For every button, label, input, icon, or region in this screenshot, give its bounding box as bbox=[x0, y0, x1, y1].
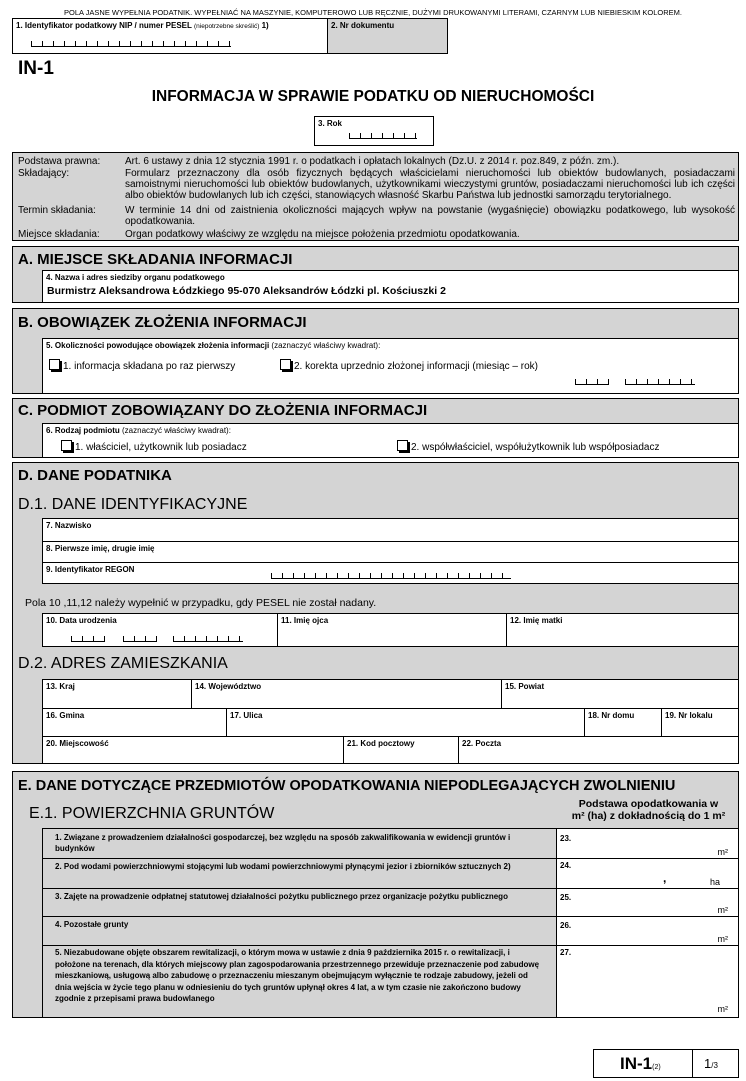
tick-mark bbox=[141, 41, 142, 46]
tick-mark bbox=[119, 41, 120, 46]
option-first-submission-label: 1. informacja składana po raz pierwszy bbox=[63, 361, 236, 372]
tick-mark bbox=[636, 379, 637, 384]
field-7-label: 7. Nazwisko bbox=[46, 521, 92, 530]
field-15-label: 15. Powiat bbox=[505, 682, 545, 691]
field-4-tax-office[interactable] bbox=[42, 270, 739, 303]
tick-mark bbox=[64, 41, 65, 46]
section-a-title: A. MIEJSCE SKŁADANIA INFORMACJI bbox=[18, 251, 293, 268]
field-11-label: 11. Imię ojca bbox=[281, 616, 329, 625]
field-25-value[interactable] bbox=[556, 888, 739, 917]
e-row-5-label bbox=[42, 945, 557, 1018]
field-1-nip-pesel[interactable] bbox=[12, 18, 328, 54]
field-3-year[interactable] bbox=[314, 116, 434, 146]
field-5-hint: (zaznaczyć właściwy kwadrat): bbox=[271, 341, 381, 350]
tick-mark bbox=[359, 573, 360, 578]
field-8-first-names[interactable] bbox=[42, 541, 739, 563]
field-24-unit: ha bbox=[709, 877, 720, 887]
tick-mark bbox=[108, 41, 109, 46]
e-row-2-label bbox=[42, 858, 557, 889]
section-e1-title: E.1. POWIERZCHNIA GRUNTÓW bbox=[29, 805, 275, 822]
tick-mark bbox=[93, 636, 94, 641]
tick-mark bbox=[337, 573, 338, 578]
podstawa-text: Art. 6 ustawy z dnia 12 stycznia 1991 r. o podatkach i opłatach lokalnych (Dz.U. z 2014 r. poz.849, z późn. zm.). bbox=[125, 156, 620, 167]
tick-mark bbox=[217, 636, 218, 641]
field-1-note: (niepotrzebne skreślić) bbox=[193, 23, 260, 30]
column-header-line-2: m² (ha) z dokładnością do 1 m² bbox=[571, 810, 726, 822]
tick-mark bbox=[414, 573, 415, 578]
field-9-label: 9. Identyfikator REGON bbox=[46, 565, 135, 574]
field-14-voivodeship[interactable] bbox=[191, 679, 502, 709]
section-c-title: C. PODMIOT ZOBOWIĄZANY DO ZŁOŻENIA INFORMACJI bbox=[18, 402, 428, 419]
field-26-unit: m² bbox=[717, 934, 728, 944]
field-20-locality[interactable] bbox=[42, 736, 344, 764]
field-22-label: 22. Poczta bbox=[462, 739, 502, 748]
field-16-label: 16. Gmina bbox=[46, 711, 85, 720]
footer-code-box bbox=[593, 1049, 739, 1078]
tick-mark bbox=[207, 41, 208, 46]
tick-mark bbox=[669, 379, 670, 384]
tick-mark bbox=[658, 379, 659, 384]
field-18-house-number[interactable] bbox=[584, 708, 662, 737]
field-24-comma: , bbox=[663, 871, 667, 885]
field-27-label: 27. bbox=[560, 948, 572, 957]
field-24-value[interactable] bbox=[556, 858, 739, 889]
tick-mark bbox=[42, 41, 43, 46]
option-correction[interactable] bbox=[280, 359, 538, 372]
section-d-title: D. DANE PODATNIKA bbox=[18, 467, 172, 484]
field-27-value[interactable] bbox=[556, 945, 739, 1018]
tick-mark bbox=[480, 573, 481, 578]
tick-mark bbox=[104, 636, 105, 641]
birth-month-ticks bbox=[123, 636, 157, 642]
correction-year-ticks[interactable] bbox=[625, 379, 695, 385]
field-13-label: 13. Kraj bbox=[46, 682, 75, 691]
correction-month-ticks[interactable] bbox=[575, 379, 609, 385]
e-row-4-text: 4. Pozostałe grunty bbox=[55, 920, 129, 929]
option-owner-label: 1. właściciel, użytkownik lub posiadacz bbox=[75, 442, 247, 453]
nip-tick-boxes bbox=[31, 41, 231, 47]
tick-mark bbox=[82, 636, 83, 641]
tick-mark bbox=[436, 573, 437, 578]
field-4-label: 4. Nazwa i adres siedziby organu podatkowego bbox=[46, 273, 225, 282]
field-6-hint: (zaznaczyć właściwy kwadrat): bbox=[122, 426, 231, 435]
footer-code-text: IN-1 bbox=[620, 1054, 653, 1073]
field-21-label: 21. Kod pocztowy bbox=[347, 739, 415, 748]
tick-mark bbox=[130, 41, 131, 46]
field-21-postal-code[interactable] bbox=[343, 736, 459, 764]
tick-mark bbox=[75, 41, 76, 46]
skladajacy-label: Składający: bbox=[18, 168, 70, 179]
field-6-label: 6. Rodzaj podmiotu bbox=[46, 426, 120, 435]
tick-mark bbox=[680, 379, 681, 384]
tick-mark bbox=[575, 379, 576, 384]
tick-mark bbox=[145, 636, 146, 641]
field-24-label: 24. bbox=[560, 861, 572, 870]
tick-mark bbox=[293, 573, 294, 578]
birth-year-ticks bbox=[173, 636, 243, 642]
tick-mark bbox=[415, 133, 416, 138]
tick-mark bbox=[239, 636, 240, 641]
checkbox-correction[interactable] bbox=[280, 359, 291, 370]
section-d1-title: D.1. DANE IDENTYFIKACYJNE bbox=[18, 496, 248, 513]
field-17-label: 17. Ulica bbox=[230, 711, 263, 720]
tick-mark bbox=[156, 636, 157, 641]
miejsce-text: Organ podatkowy właściwy ze względu na miejsce położenia przedmiotu opodatkowania. bbox=[125, 229, 520, 240]
field-27-unit: m² bbox=[717, 1004, 728, 1014]
tick-mark bbox=[608, 379, 609, 384]
field-17-street[interactable] bbox=[226, 708, 585, 737]
tick-mark bbox=[282, 573, 283, 578]
section-d2-title: D.2. ADRES ZAMIESZKANIA bbox=[18, 655, 228, 672]
tick-mark bbox=[97, 41, 98, 46]
field-3-label: 3. Rok bbox=[318, 119, 343, 128]
tick-mark bbox=[403, 573, 404, 578]
column-header-line-1: Podstawa opodatkowania w bbox=[578, 798, 719, 810]
tick-mark bbox=[349, 133, 350, 138]
tick-mark bbox=[229, 41, 230, 46]
tick-mark bbox=[134, 636, 135, 641]
field-25-unit: m² bbox=[717, 905, 728, 915]
field-1-sup: 1) bbox=[261, 21, 269, 30]
field-16-commune[interactable] bbox=[42, 708, 227, 737]
e-row-5-text: 5. Niezabudowane objęte obszarem rewitalizacji, o którym mowa w ustawie z dnia 9 października 2015 r. o rewitalizacji, i położone na terenach, dla których miejscowy plan zagospodarowania przestrzennego przewiduje przeznaczenie pod zabudowę mieszkaniową, usługową albo zabudowę o przeznaczeniu mieszanym obejmującym wyłącznie te rodzaje zabudowy, jeżeli od dnia wejścia w życie tego planu w odniesieniu do tych gruntów upłynął okres 4 lat, a w tym czasie nie zakończono budowy zgodnie z przepisami prawa budowlanego bbox=[55, 948, 540, 1004]
tick-mark bbox=[218, 41, 219, 46]
tick-mark bbox=[360, 133, 361, 138]
tick-mark bbox=[195, 636, 196, 641]
top-note: POLA JASNE WYPEŁNIA PODATNIK. WYPEŁNIAĆ NA MASZYNIE, KOMPUTEROWO LUB RĘCZNIE, DUŻYMI DRUKOWANYMI LITERAMI, CZARNYM LUB NIEBIESKIM KOLOREM. bbox=[63, 8, 682, 17]
termin-label: Termin składania: bbox=[18, 205, 96, 216]
field-7-surname[interactable] bbox=[42, 518, 739, 542]
field-4-value: Burmistrz Aleksandrowa Łódzkiego 95-070 Aleksandrów Łódzki pl. Kościuszki 2 bbox=[47, 285, 446, 297]
option-co-owner[interactable] bbox=[397, 440, 659, 453]
tick-mark bbox=[163, 41, 164, 46]
tick-mark bbox=[152, 41, 153, 46]
field-6-entity-type bbox=[42, 423, 739, 458]
footer-version: (2) bbox=[652, 1064, 661, 1071]
regon-tick-boxes bbox=[271, 573, 511, 579]
tick-mark bbox=[53, 41, 54, 46]
e-row-4-label bbox=[42, 916, 557, 946]
tick-mark bbox=[31, 41, 32, 46]
field-19-label: 19. Nr lokalu bbox=[665, 711, 713, 720]
field-5-circumstances bbox=[42, 338, 739, 394]
podstawa-label: Podstawa prawna: bbox=[18, 156, 101, 167]
field-10-birth-date[interactable] bbox=[42, 613, 278, 647]
tick-mark bbox=[393, 133, 394, 138]
field-10-label: 10. Data urodzenia bbox=[46, 616, 117, 625]
e-row-2-text: 2. Pod wodami powierzchniowymi stojącymi lub wodami powierzchniowymi płynącymi jezior i zbiorników sztucznych 2) bbox=[55, 862, 511, 871]
field-8-label: 8. Pierwsze imię, drugie imię bbox=[46, 544, 155, 553]
tick-mark bbox=[173, 636, 174, 641]
tick-mark bbox=[491, 573, 492, 578]
tick-mark bbox=[315, 573, 316, 578]
option-owner[interactable] bbox=[61, 440, 247, 453]
skladajacy-text: Formularz przeznaczony dla osób fizycznych będących właścicielami nieruchomości lub obiektów budowlanych, posiadaczami samoistnymi nieruchomości lub obiektów budowlanych, użytkownikami wieczystymi gruntów, posiadaczami nieruchomości lub ich części albo obiektów budowlanych lub ich części, stanowiących własność Skarbu Państwa lub jednostki samorządu terytorialnego. bbox=[125, 168, 735, 201]
checkbox-owner[interactable] bbox=[61, 440, 72, 451]
e-row-3-text: 3. Zajęte na prowadzenie odpłatnej statutowej działalności pożytku publicznego przez organizacje pożytku publicznego bbox=[55, 892, 508, 901]
tick-mark bbox=[271, 573, 272, 578]
checkbox-co-owner[interactable] bbox=[397, 440, 408, 451]
field-19-apartment-number[interactable] bbox=[661, 708, 739, 737]
option-first-submission[interactable] bbox=[49, 359, 235, 372]
tick-mark bbox=[469, 573, 470, 578]
option-correction-label: 2. korekta uprzednio złożonej informacji (miesiąc – rok) bbox=[294, 361, 538, 372]
tick-mark bbox=[625, 379, 626, 384]
tick-mark bbox=[123, 636, 124, 641]
field-12-mother-name[interactable] bbox=[506, 613, 739, 647]
field-14-label: 14. Województwo bbox=[195, 682, 262, 691]
footer-page-total: /3 bbox=[711, 1061, 718, 1070]
footer-page bbox=[704, 1056, 718, 1071]
tick-mark bbox=[86, 41, 87, 46]
field-23-value[interactable] bbox=[556, 828, 739, 859]
field-26-value[interactable] bbox=[556, 916, 739, 946]
section-b-title: B. OBOWIĄZEK ZŁOŻENIA INFORMACJI bbox=[18, 314, 307, 331]
year-tick-boxes bbox=[349, 133, 417, 139]
tick-mark bbox=[458, 573, 459, 578]
tick-mark bbox=[326, 573, 327, 578]
field-15-county[interactable] bbox=[501, 679, 739, 709]
field-13-country[interactable] bbox=[42, 679, 192, 709]
tick-mark bbox=[228, 636, 229, 641]
tick-mark bbox=[348, 573, 349, 578]
tick-mark bbox=[691, 379, 692, 384]
tick-mark bbox=[381, 573, 382, 578]
field-23-label: 23. bbox=[560, 834, 572, 843]
field-22-post-office[interactable] bbox=[458, 736, 739, 764]
tick-mark bbox=[371, 133, 372, 138]
tick-mark bbox=[196, 41, 197, 46]
field-12-label: 12. Imię matki bbox=[510, 616, 563, 625]
tick-mark bbox=[382, 133, 383, 138]
tick-mark bbox=[447, 573, 448, 578]
field-18-label: 18. Nr domu bbox=[588, 711, 635, 720]
miejsce-label: Miejsce składania: bbox=[18, 229, 100, 240]
e-row-1-label bbox=[42, 828, 557, 859]
footer-page-number: 1 bbox=[704, 1056, 712, 1071]
field-26-label: 26. bbox=[560, 921, 572, 930]
tick-mark bbox=[502, 573, 503, 578]
footer-code bbox=[620, 1054, 661, 1074]
checkbox-first-submission[interactable] bbox=[49, 359, 60, 370]
tick-mark bbox=[304, 573, 305, 578]
tick-mark bbox=[404, 133, 405, 138]
field-1-label: 1. Identyfikator podatkowy NIP / numer PESEL bbox=[16, 21, 192, 30]
option-co-owner-label: 2. współwłaściciel, współużytkownik lub współposiadacz bbox=[411, 442, 660, 453]
tick-mark bbox=[174, 41, 175, 46]
tick-mark bbox=[392, 573, 393, 578]
tick-mark bbox=[597, 379, 598, 384]
birth-day-ticks bbox=[71, 636, 105, 642]
tick-mark bbox=[206, 636, 207, 641]
tick-mark bbox=[71, 636, 72, 641]
footer-divider bbox=[692, 1050, 693, 1077]
field-25-label: 25. bbox=[560, 893, 572, 902]
tick-mark bbox=[425, 573, 426, 578]
tick-mark bbox=[647, 379, 648, 384]
form-title: INFORMACJA W SPRAWIE PODATKU OD NIERUCHOMOŚCI bbox=[151, 88, 595, 105]
field-5-label: 5. Okoliczności powodujące obowiązek złożenia informacji bbox=[46, 341, 270, 350]
e-row-1-text: 1. Związane z prowadzeniem działalności gospodarczej, bez względu na sposób zakwalifikowania w ewidencji gruntów i budynków bbox=[55, 833, 511, 853]
tick-mark bbox=[586, 379, 587, 384]
tick-mark bbox=[185, 41, 186, 46]
section-e-title: E. DANE DOTYCZĄCE PRZEDMIOTÓW OPODATKOWANIA NIEPODLEGAJĄCYCH ZWOLNIENIU bbox=[18, 778, 676, 794]
field-9-regon[interactable] bbox=[42, 562, 739, 584]
field-2-document-number bbox=[327, 18, 448, 54]
pesel-note: Pola 10 ,11,12 należy wypełnić w przypadku, gdy PESEL nie został nadany. bbox=[25, 597, 377, 609]
field-2-label: 2. Nr dokumentu bbox=[331, 21, 395, 30]
field-11-father-name[interactable] bbox=[277, 613, 507, 647]
form-code: IN-1 bbox=[18, 58, 54, 79]
termin-text: W terminie 14 dni od zaistnienia okoliczności mających wpływ na powstanie (wygaśnięcie) obowiązku podatkowego, lub wysokość opodatkowania. bbox=[125, 205, 735, 227]
tick-mark bbox=[370, 573, 371, 578]
e-row-3-label bbox=[42, 888, 557, 917]
column-header bbox=[557, 798, 740, 822]
tick-mark bbox=[184, 636, 185, 641]
info-block bbox=[12, 152, 739, 241]
field-20-label: 20. Miejscowość bbox=[46, 739, 109, 748]
field-23-unit: m² bbox=[717, 847, 728, 857]
